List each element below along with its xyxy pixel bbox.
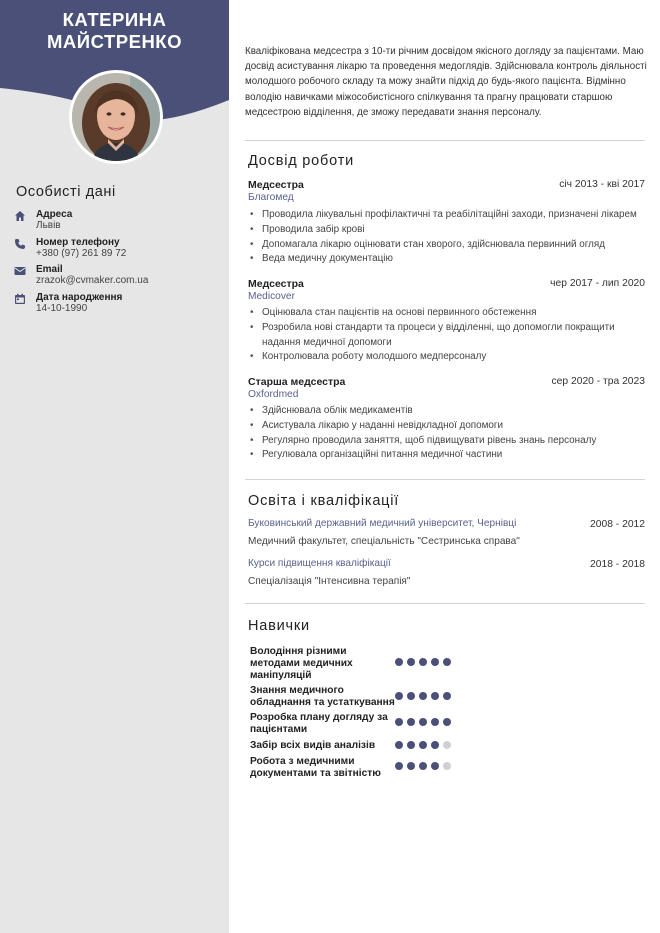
- rating-dot-filled: [407, 718, 415, 726]
- rating-dot-filled: [431, 718, 439, 726]
- job-company: Благомед: [248, 192, 294, 203]
- education-dates: 2018 - 2018: [590, 559, 645, 570]
- job-company: Medicover: [248, 291, 295, 302]
- job-bullets: [248, 404, 648, 463]
- job-bullet: • Контролювала роботу молодшого медперсоналу: [248, 350, 648, 365]
- job-bullets: [248, 208, 648, 267]
- rating-dot-filled: [419, 692, 427, 700]
- job-position: Медсестра: [248, 278, 304, 290]
- education-title: Освіта і кваліфікації: [248, 493, 400, 509]
- rating-dot-filled: [419, 762, 427, 770]
- skill-name: Знання медичного обладнання та устаткування: [250, 685, 395, 708]
- rating-dot-filled: [431, 741, 439, 749]
- phone-label: Номер телефону: [36, 237, 120, 248]
- rating-dot-filled: [407, 692, 415, 700]
- education-detail: Медичний факультет, спеціальність "Сестринська справа": [248, 536, 520, 547]
- phone-icon: [14, 238, 26, 250]
- personal-info-title: Особисті дані: [16, 184, 116, 200]
- job-bullet: • Оцінювала стан пацієнтів на основі первинного обстеження: [248, 306, 648, 321]
- skills-title: Навички: [248, 618, 310, 634]
- rating-dot-filled: [443, 692, 451, 700]
- job-bullet: • Регулярно проводила заняття, щоб підвищувати рівень знань персоналу: [248, 434, 648, 449]
- rating-dot-filled: [395, 718, 403, 726]
- address-label: Адреса: [36, 209, 73, 220]
- calendar-icon: [14, 293, 26, 305]
- main-content: [229, 0, 660, 933]
- skill-rating: [395, 741, 451, 749]
- education-detail: Спеціалізація "Інтенсивна терапія": [248, 576, 411, 587]
- skill-name: Розробка плану догляду за пацієнтами: [250, 712, 388, 735]
- job-bullet: • Допомагала лікарю оцінювати стан хворого, здійснювала первинний огляд: [248, 238, 648, 253]
- job-bullet: • Асистувала лікарю у наданні невідкладної допомоги: [248, 419, 648, 434]
- email-icon: [14, 265, 26, 277]
- skill-name: Робота з медичними документами та звітністю: [250, 756, 381, 779]
- job-dates: сер 2020 - тра 2023: [551, 376, 645, 387]
- job-bullet: • Здійснювала облік медикаментів: [248, 404, 648, 419]
- rating-dot-filled: [395, 762, 403, 770]
- rating-dot-empty: [443, 762, 451, 770]
- email-value[interactable]: zrazok@cvmaker.com.ua: [36, 275, 149, 286]
- rating-dot-filled: [395, 692, 403, 700]
- job-bullet: • Веда медичну документацію: [248, 252, 648, 267]
- rating-dot-filled: [407, 658, 415, 666]
- rating-dot-filled: [419, 658, 427, 666]
- job-bullet: • Проводила лікувальні профілактичні та реабілітаційні заходи, призначені лікарем: [248, 208, 648, 223]
- job-company: Oxfordmed: [248, 389, 299, 400]
- rating-dot-filled: [419, 718, 427, 726]
- skill-rating: [395, 692, 451, 700]
- job-bullet: • Проводила забір крові: [248, 223, 648, 238]
- rating-dot-filled: [395, 741, 403, 749]
- profile-photo: [69, 70, 163, 164]
- section-divider: [245, 140, 645, 141]
- skill-rating: [395, 762, 451, 770]
- rating-dot-filled: [407, 741, 415, 749]
- rating-dot-filled: [431, 658, 439, 666]
- birthdate-value: 14-10-1990: [36, 303, 88, 314]
- skill-name: Забір всіх видів аналізів: [250, 740, 376, 751]
- name-line-2: МАЙСТРЕНКО: [47, 31, 182, 52]
- sidebar: [0, 0, 229, 933]
- job-dates: січ 2013 - кві 2017: [559, 179, 645, 190]
- education-institution: Буковинський державний медичний університет, Чернівці: [248, 518, 517, 529]
- email-label: Email: [36, 264, 63, 275]
- rating-dot-empty: [443, 741, 451, 749]
- job-bullet: • Розробила нові стандарти та процеси у відділенні, що допомогли покращити надання медичної допомоги: [248, 321, 648, 351]
- candidate-name: [0, 9, 229, 53]
- phone-value: +380 (97) 261 89 72: [36, 248, 127, 259]
- skill-rating: [395, 658, 451, 666]
- name-line-1: КАТЕРИНА: [62, 9, 167, 30]
- job-position: Старша медсестра: [248, 376, 346, 388]
- summary-text: Кваліфікована медсестра з 10-ти річним досвідом якісного догляду за пацієнтами. Маю досвід асистування лікарю та проведення медоглядів. Здійснювала контроль діяльності молодшого робочого складу та можу знайти підхід до будь-якого пацієнта. Відмінно володію навичками міжособистісного спілкування та прагну працювати старшою медсестрою відділення, де зможу передавати знання персоналу.: [245, 46, 647, 118]
- education-dates: 2008 - 2012: [590, 519, 645, 530]
- birthdate-label: Дата народження: [36, 292, 123, 303]
- skill-rating: [395, 718, 451, 726]
- address-value: Львів: [36, 220, 61, 231]
- rating-dot-filled: [443, 718, 451, 726]
- rating-dot-filled: [407, 762, 415, 770]
- section-divider: [245, 603, 645, 604]
- rating-dot-filled: [431, 762, 439, 770]
- education-institution: Курси підвищення кваліфікації: [248, 558, 391, 569]
- home-icon: [14, 210, 26, 222]
- rating-dot-filled: [443, 658, 451, 666]
- rating-dot-filled: [395, 658, 403, 666]
- section-divider: [245, 479, 645, 480]
- rating-dot-filled: [419, 741, 427, 749]
- job-bullet: • Регулювала організаційні питання медичної частини: [248, 448, 648, 463]
- experience-title: Досвід роботи: [248, 153, 355, 169]
- job-position: Медсестра: [248, 179, 304, 191]
- job-bullets: [248, 306, 648, 365]
- rating-dot-filled: [431, 692, 439, 700]
- skill-name: Володіння різними методами медичних маніпуляцій: [250, 646, 353, 681]
- job-dates: чер 2017 - лип 2020: [550, 278, 645, 289]
